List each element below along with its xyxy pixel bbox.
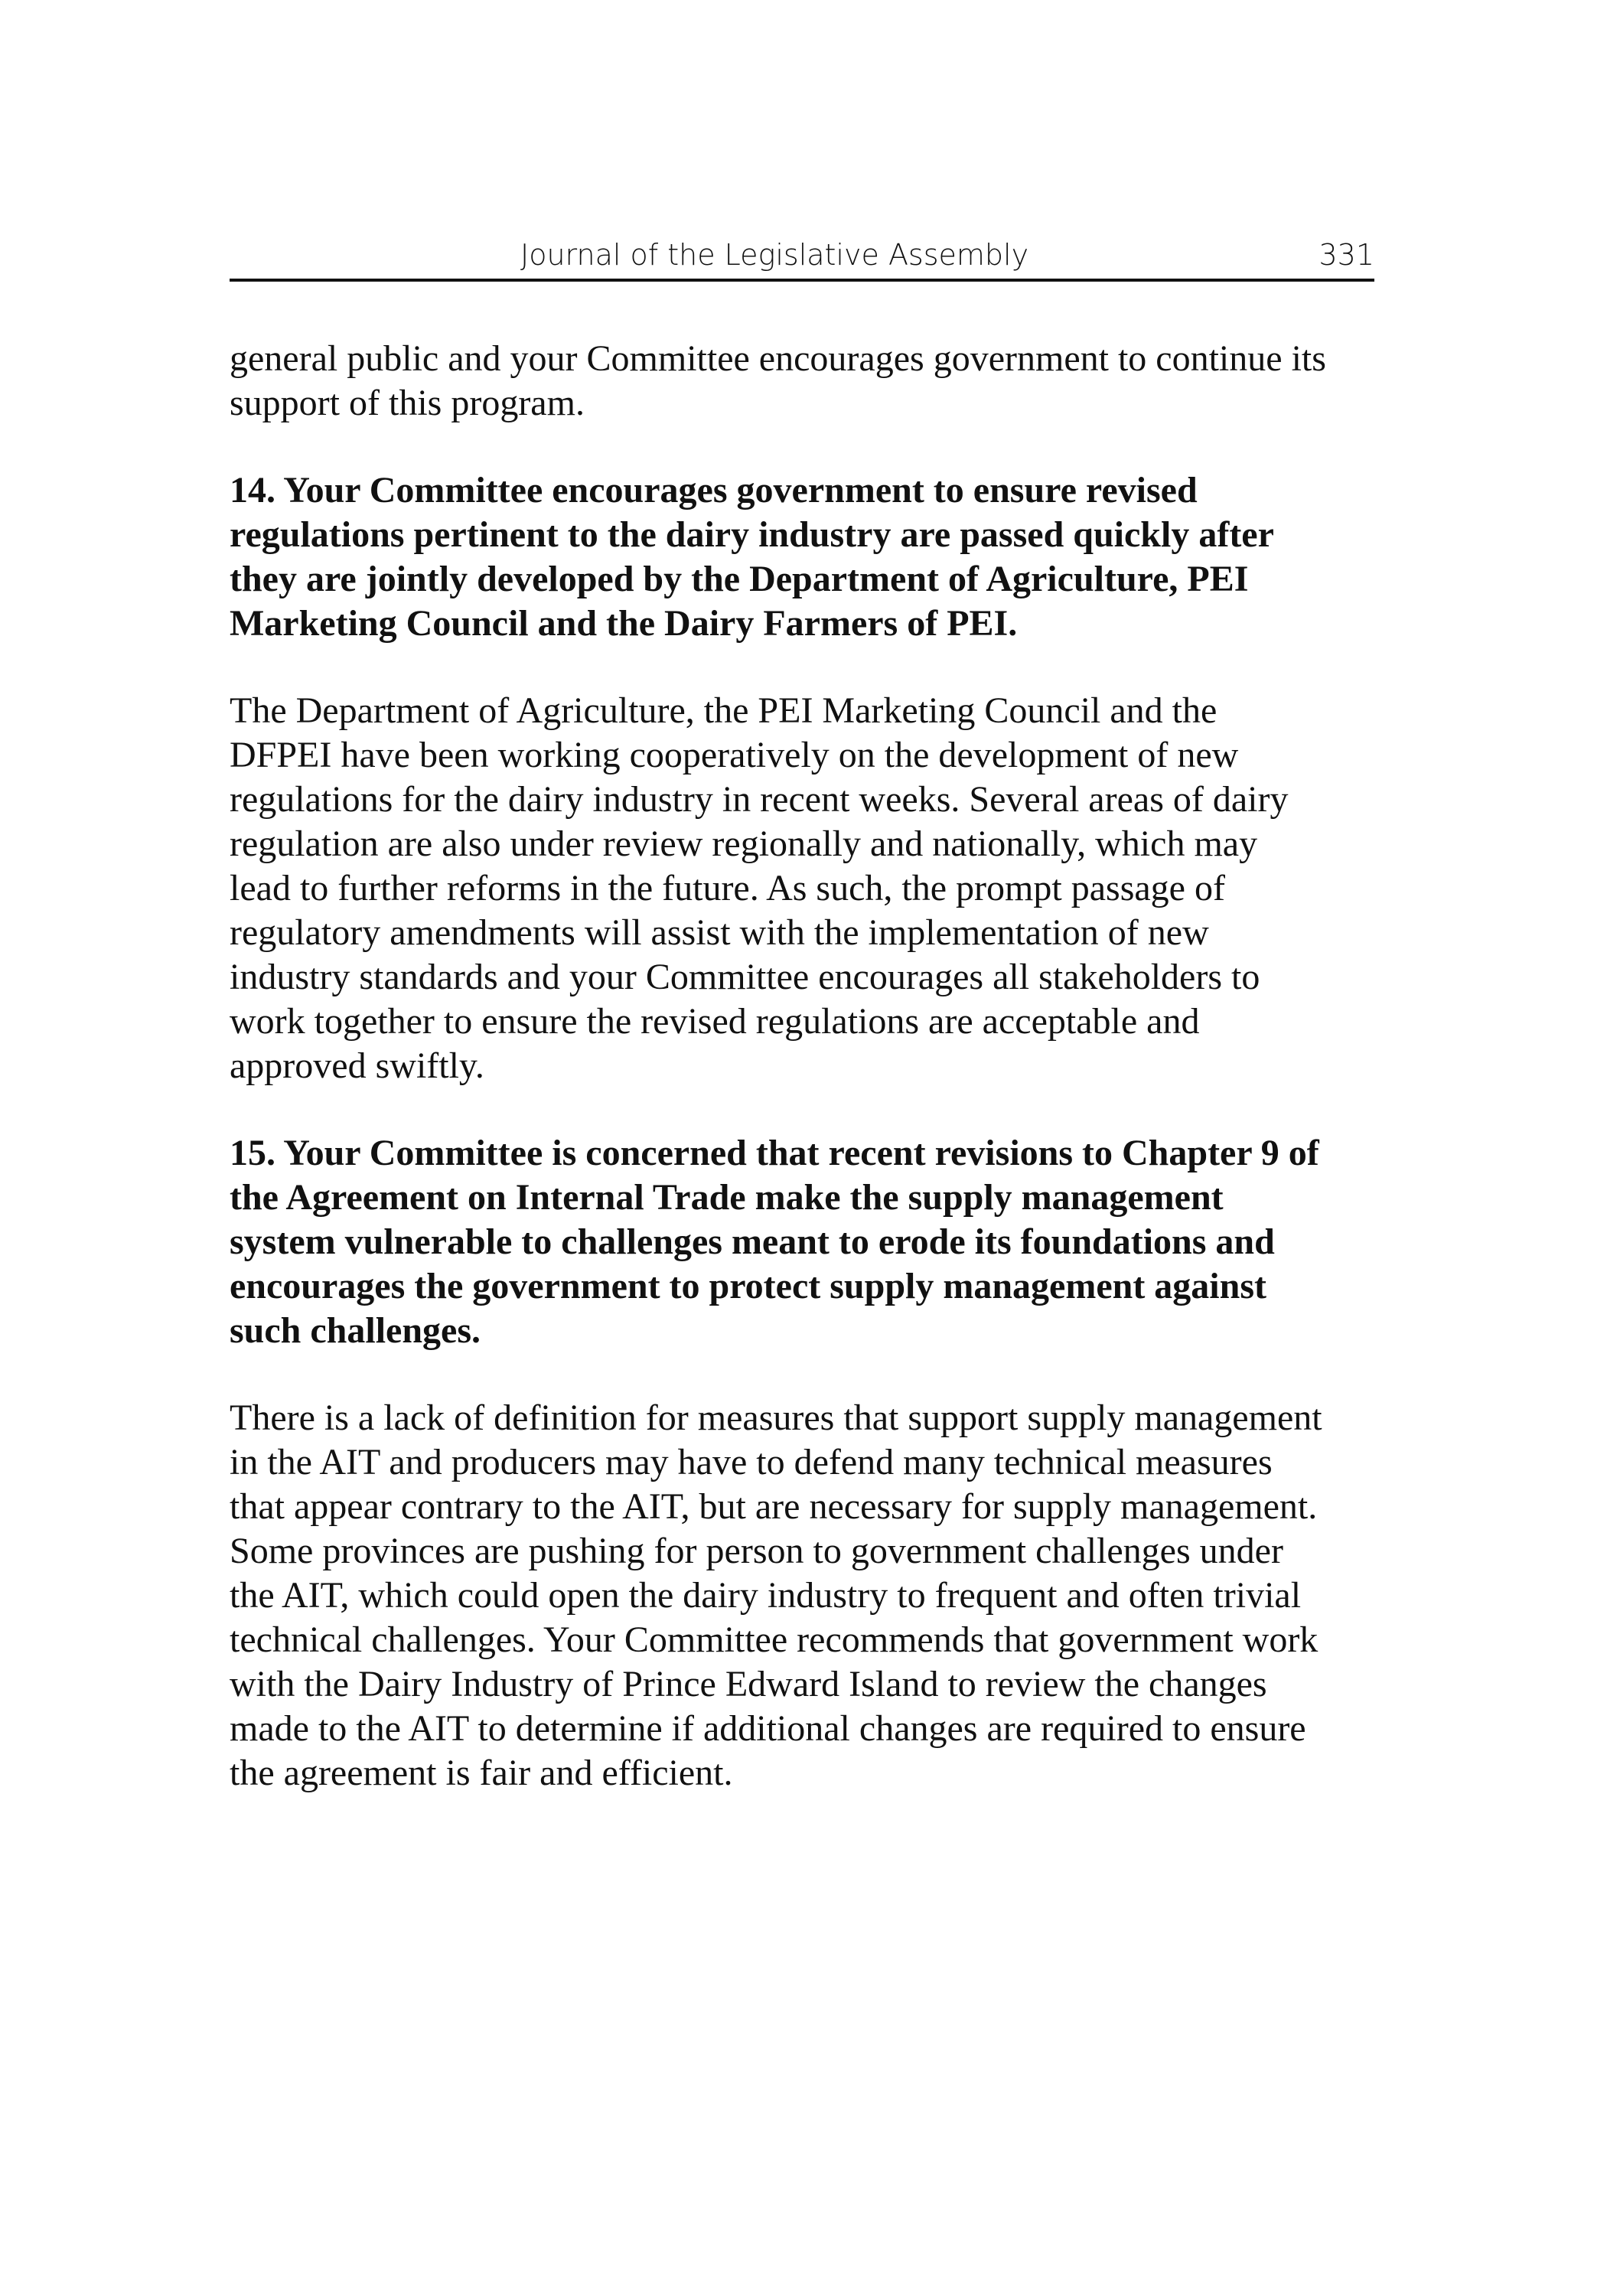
body-paragraph (230, 1396, 1393, 1795)
text-line: that appear contrary to the AIT, but are necessary for supply management. (230, 1486, 1318, 1527)
text-line: they are jointly developed by the Department of Agriculture, PEI (230, 559, 1249, 599)
text-line: the Agreement on Internal Trade make the supply management (230, 1177, 1224, 1218)
text-line: system vulnerable to challenges meant to erode its foundations and (230, 1221, 1275, 1262)
text-line: with the Dairy Industry of Prince Edward Island to review the changes (230, 1664, 1267, 1704)
recommendation-heading (230, 468, 1393, 646)
journal-title: Journal of the Legislative Assembly (520, 238, 1029, 272)
text-line: 15. Your Committee is concerned that recent revisions to Chapter 9 of (230, 1133, 1319, 1173)
text-line: industry standards and your Committee encourages all stakeholders to (230, 957, 1260, 997)
text-line: lead to further reforms in the future. As such, the prompt passage of (230, 868, 1225, 908)
text-line: DFPEI have been working cooperatively on the development of new (230, 735, 1239, 775)
page-number: 331 (1319, 238, 1374, 272)
text-line: 14. Your Committee encourages government to ensure revised (230, 470, 1198, 510)
text-line: There is a lack of definition for measures that support supply management (230, 1397, 1322, 1438)
text-line: support of this program. (230, 383, 585, 423)
text-line: such challenges. (230, 1310, 481, 1351)
text-line: general public and your Committee encourages government to continue its (230, 338, 1326, 379)
text-line: regulations pertinent to the dairy industry are passed quickly after (230, 514, 1274, 555)
text-line: Marketing Council and the Dairy Farmers of PEI. (230, 603, 1018, 644)
text-line: in the AIT and producers may have to defend many technical measures (230, 1442, 1273, 1482)
text-line: the agreement is fair and efficient. (230, 1753, 733, 1793)
text-line: regulatory amendments will assist with the implementation of new (230, 912, 1209, 953)
text-line: regulations for the dairy industry in recent weeks. Several areas of dairy (230, 779, 1289, 820)
text-line: The Department of Agriculture, the PEI Marketing Council and the (230, 690, 1217, 731)
body-paragraph (230, 689, 1393, 1088)
text-line: approved swiftly. (230, 1045, 484, 1086)
body-text (230, 337, 1393, 1838)
text-line: Some provinces are pushing for person to government challenges under (230, 1531, 1283, 1571)
body-paragraph (230, 337, 1393, 426)
text-line: made to the AIT to determine if additional changes are required to ensure (230, 1708, 1306, 1749)
text-line: technical challenges. Your Committee recommends that government work (230, 1619, 1319, 1660)
text-line: the AIT, which could open the dairy industry to frequent and often trivial (230, 1575, 1302, 1616)
text-line: work together to ensure the revised regulations are acceptable and (230, 1001, 1200, 1042)
text-line: regulation are also under review regionally and nationally, which may (230, 823, 1258, 864)
recommendation-heading (230, 1131, 1393, 1353)
running-header (230, 231, 1374, 282)
text-line: encourages the government to protect supply management against (230, 1266, 1266, 1306)
